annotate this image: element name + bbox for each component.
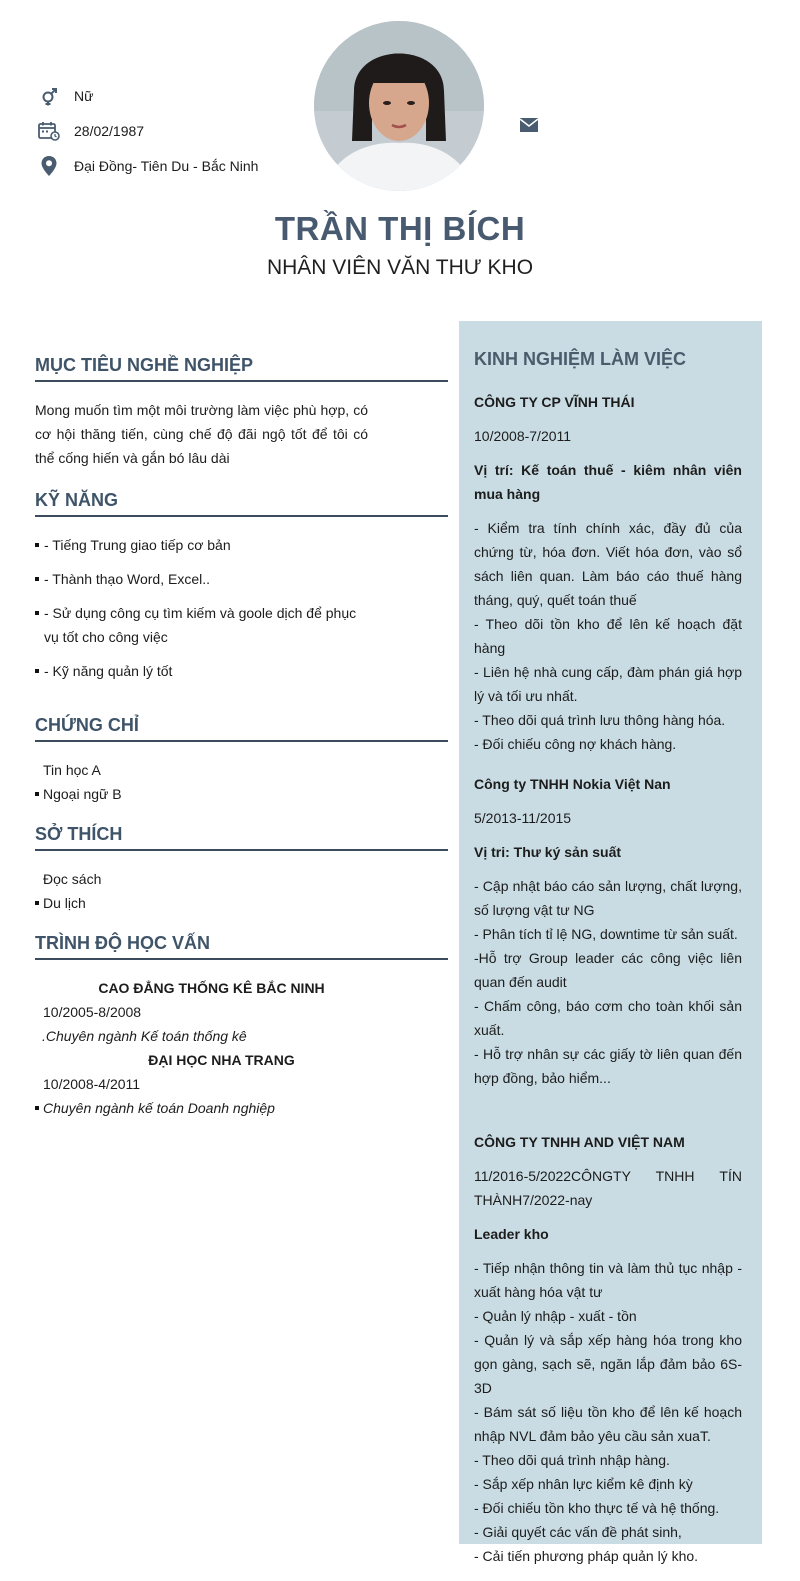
address-text: Đại Đồng- Tiên Du - Bắc Ninh [74, 157, 259, 174]
gender-icon [38, 85, 60, 107]
job-duty: - Cập nhật báo cáo sản lượng, chất lượng, số lượng vật tư NG [474, 878, 742, 918]
skill-item: - Kỹ năng quản lý tốt [35, 659, 448, 683]
contact-info [38, 78, 258, 183]
hobby-item: Đọc sách [43, 871, 102, 887]
job-period: 5/2013-11/2015 [474, 810, 572, 826]
location-pin-icon [38, 155, 60, 177]
job-company: CÔNG TY TNHH AND VIỆT NAM [474, 1134, 685, 1150]
job-duty: - Liên hệ nhà cung cấp, đàm phán giá hợp lý và tối ưu nhất. [474, 664, 742, 704]
envelope-icon [520, 118, 538, 137]
job-duty: - Giải quyết các vấn đề phát sinh, [474, 1524, 682, 1540]
job-position: Leader kho [474, 1226, 549, 1242]
contact-email [520, 110, 538, 145]
dob-text: 28/02/1987 [74, 122, 145, 139]
job-title: NHÂN VIÊN VĂN THƯ KHO [266, 256, 534, 279]
skills-heading: KỸ NĂNG [35, 490, 448, 517]
objective-text: Mong muốn tìm một môi trường làm việc phù hợp, có cơ hội thăng tiến, cùng chế độ đãi ngộ tốt để tôi có thể cống hiến và gắn bó lâu dài [35, 402, 368, 466]
experience-panel [459, 321, 762, 1564]
school-period: 10/2008-4/2011 [43, 1076, 141, 1092]
job-duty: - Chấm công, báo cơm cho toàn khối sản xuất. [474, 998, 742, 1038]
job-company: CÔNG TY CP VĨNH THÁI [474, 394, 635, 410]
hobby-item: Du lịch [35, 891, 448, 915]
certificate-item: Tin học A [43, 762, 101, 778]
job-duty: - Bám sát số liệu tồn kho để lên kế hoạch nhập NVL đảm bảo yêu cầu sản xuaT. [474, 1404, 742, 1444]
school-major: .Chuyên ngành Kế toán thống kê [42, 1028, 247, 1044]
job-duty: - Hỗ trợ nhân sự các giấy tờ liên quan đến hợp đồng, bảo hiểm... [474, 1046, 742, 1086]
job-duty: -Hỗ trợ Group leader các công việc liên quan đến audit [474, 950, 742, 990]
skill-item: - Thành thạo Word, Excel.. [35, 567, 448, 591]
job-company: Công ty TNHH Nokia Việt Nan [474, 776, 671, 792]
job-duty: - Tiếp nhận thông tin và làm thủ tục nhập - xuất hàng hóa vật tư [474, 1260, 742, 1300]
job-duty: - Theo dõi tồn kho để lên kế hoạch đặt hàng [474, 616, 742, 656]
candidate-name: TRẦN THỊ BÍCH [274, 210, 526, 247]
school-period: 10/2005-8/2008 [43, 1004, 142, 1020]
job-duty: - Quản lý và sắp xếp hàng hóa trong kho gọn gàng, sạch sẽ, ngăn lắp đảm bảo 6S-3D [474, 1332, 742, 1396]
avatar [314, 21, 484, 191]
job-duty: - Kiểm tra tính chính xác, đầy đủ của chứng từ, hóa đơn. Viết hóa đơn, vào sổ sách liên quan. Làm báo cáo thuế hàng tháng, quý, quết toán thuế [474, 520, 742, 608]
contact-right [520, 110, 538, 145]
school-major: Chuyên ngành kế toán Doanh nghiệp [35, 1096, 448, 1120]
portrait-photo [314, 21, 484, 191]
job-duty: - Theo dõi quá trình lưu thông hàng hóa. [474, 712, 726, 728]
hobbies-heading: SỞ THÍCH [35, 824, 448, 851]
calendar-icon [38, 120, 60, 142]
school-name: ĐẠI HỌC NHA TRANG [148, 1052, 295, 1068]
contact-address [38, 148, 258, 183]
job-duty: - Quản lý nhập - xuất - tồn [474, 1308, 637, 1324]
education-heading: TRÌNH ĐỘ HỌC VẤN [35, 933, 448, 960]
certificates-heading: CHỨNG CHỈ [35, 715, 448, 742]
job-duty: - Theo dõi quá trình nhập hàng. [474, 1452, 670, 1468]
school-name: CAO ĐẲNG THỐNG KÊ BẮC NINH [98, 980, 325, 996]
job-position: Vị trí: Kế toán thuế - kiêm nhân viên mua hàng [474, 462, 742, 502]
job-duty: - Phân tích tỉ lệ NG, downtime từ sản suất. [474, 926, 738, 942]
experience-heading: KINH NGHIỆM LÀM VIỆC [474, 349, 687, 369]
job-duty: - Sắp xếp nhân lực kiểm kê định kỳ [474, 1476, 693, 1492]
left-column [35, 355, 448, 1120]
job-duty: - Đối chiếu công nợ khách hàng. [474, 736, 677, 752]
contact-gender [38, 78, 258, 113]
gender-text: Nữ [74, 87, 94, 104]
skill-item: - Tiếng Trung giao tiếp cơ bản [35, 533, 448, 557]
job-period: 11/2016-5/2022CÔNGTY TNHH TÍN THÀNH7/2022-nay [474, 1168, 742, 1208]
job-duty: - Cải tiến phương pháp quản lý kho. [474, 1548, 699, 1564]
job-position: Vị tri: Thư ký sản suất [474, 844, 622, 860]
objective-heading: MỤC TIÊU NGHỀ NGHIỆP [35, 355, 448, 382]
skill-item: - Sử dụng công cụ tìm kiếm và goole dịch để phục vụ tốt cho công việc [35, 601, 448, 649]
job-duty: - Đối chiếu tồn kho thực tế và hệ thống. [474, 1500, 720, 1516]
certificate-item: Ngoại ngữ B [35, 782, 448, 806]
job-period: 10/2008-7/2011 [474, 428, 572, 444]
contact-dob [38, 113, 258, 148]
